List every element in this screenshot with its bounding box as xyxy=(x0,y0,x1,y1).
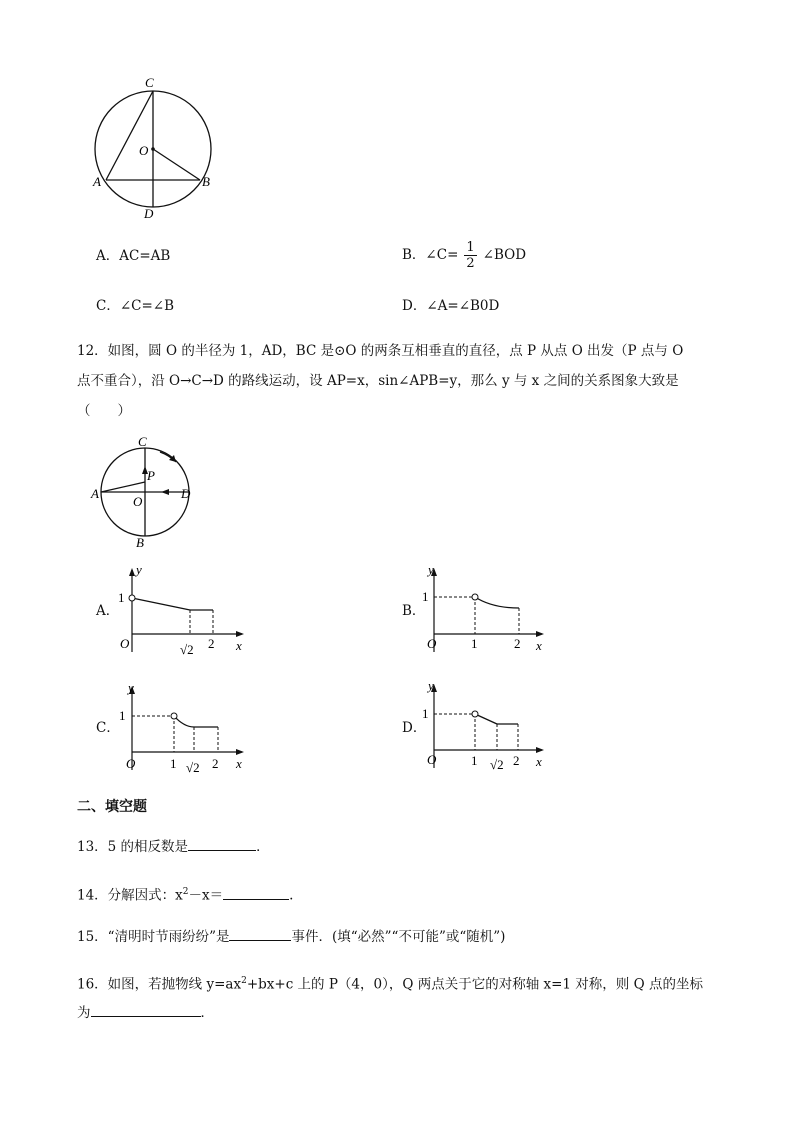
q11-option-c xyxy=(96,296,174,316)
q12-line-2: 点不重合），沿 O→C→D 的路线运动，设 AP=x，sin∠APB=y，那么 y 与 x 之间的关系图象大致是 xyxy=(77,373,679,389)
graph-d-x-arrow-icon xyxy=(536,747,544,753)
q11-option-c-label: C． xyxy=(96,298,120,314)
graph-a-curve xyxy=(132,598,190,610)
q11-label-o: O xyxy=(139,143,149,158)
q12-label-d: D xyxy=(181,486,191,501)
q16-line-1 xyxy=(77,971,703,995)
q14-suffix: . xyxy=(289,887,294,904)
q11-label-c: C xyxy=(145,75,154,90)
graph-b-open-point xyxy=(472,594,478,600)
q12-arrow-left-icon xyxy=(161,489,169,495)
graph-a-x-tick-2: 2 xyxy=(208,636,215,651)
q14-superscript: 2 xyxy=(182,887,189,897)
graph-d-curve xyxy=(475,714,497,724)
q12-graph-b-label: B． xyxy=(402,603,426,619)
q11-chord-ac xyxy=(106,91,153,180)
q12-label-o: O xyxy=(133,494,143,509)
graph-c-x-label: x xyxy=(236,756,242,771)
section-title-fill-in: 二、填空题 xyxy=(77,799,147,815)
q11-option-b-pre: ∠C= xyxy=(425,247,459,263)
q16-line-2 xyxy=(77,1002,214,1023)
graph-a-x-arrow-icon xyxy=(236,631,244,637)
q16-answer-blank[interactable] xyxy=(91,1002,201,1017)
q16-line-2-suffix: ． xyxy=(200,1005,214,1021)
q11-option-a xyxy=(96,246,170,266)
q16-line-1-suffix: +bx+c 上的 P（4，0），Q 两点关于它的对称轴 x=1 对称，则 Q 点的坐标 xyxy=(246,976,703,993)
graph-a-x-label: x xyxy=(236,638,242,653)
q11-option-b-post: ∠BOD xyxy=(482,247,527,263)
q13-answer-blank[interactable] xyxy=(188,836,256,851)
q12-graph-a-label: A． xyxy=(96,603,120,619)
graph-b-curve xyxy=(475,597,519,608)
graph-d-x-tick-3: 2 xyxy=(513,753,520,768)
q12-line-1: 12．如图，圆 O 的半径为 1，AD，BC 是⊙O 的两条互相垂直的直径，点 P 从点 O 出发（P 点与 O xyxy=(77,343,684,359)
graph-c-x-tick-1: 1 xyxy=(170,756,177,771)
q16-line-1-prefix: 16．如图，若抛物线 y=ax xyxy=(77,976,242,993)
q11-label-a: A xyxy=(93,174,101,189)
q12-segment-ap xyxy=(101,482,145,492)
q15-answer-blank[interactable] xyxy=(229,926,291,941)
graph-b-x-arrow-icon xyxy=(536,631,544,637)
q13-prefix: 13．5 的相反数是 xyxy=(77,839,189,855)
q14 xyxy=(77,882,293,906)
q12-label-a: A xyxy=(91,486,99,501)
q14-prefix: 14．分解因式：x xyxy=(77,887,183,904)
graph-d-origin: O xyxy=(427,752,437,767)
q13-suffix: ． xyxy=(256,839,270,855)
q11-option-a-label: A． xyxy=(96,248,120,264)
q11-option-c-text: ∠C=∠B xyxy=(119,298,175,314)
graph-c-open-point xyxy=(171,713,177,719)
graph-c-y-label: y xyxy=(128,680,134,695)
q11-center-dot xyxy=(151,147,155,151)
graph-a-open-point xyxy=(129,595,135,601)
graph-b-y-label: y xyxy=(428,562,434,577)
q12-graph-a xyxy=(112,562,252,662)
q15-suffix: 事件．(填“必然”“不可能”或“随机”) xyxy=(291,929,506,945)
q13 xyxy=(77,836,270,857)
graph-c-x-tick-2: √2 xyxy=(186,760,200,775)
q11-option-b-fraction xyxy=(464,240,476,271)
q11-option-d xyxy=(402,296,499,316)
q11-option-d-label: D． xyxy=(402,298,427,314)
q12-circle-figure xyxy=(88,436,200,548)
q11-option-b xyxy=(402,240,526,271)
graph-b-x-label: x xyxy=(536,638,542,653)
graph-a-y-label: y xyxy=(136,562,142,577)
q15 xyxy=(77,926,505,947)
graph-a-y-arrow-icon xyxy=(129,568,135,576)
graph-d-x-tick-1: 1 xyxy=(471,753,478,768)
q11-option-b-numerator: 1 xyxy=(466,240,475,255)
q12-graph-c-label: C． xyxy=(96,720,120,736)
q12-line-3: （ ） xyxy=(77,403,131,419)
q12-graph-d xyxy=(414,678,554,778)
q11-circle-figure xyxy=(88,72,228,222)
graph-b-x-tick-2: 2 xyxy=(514,636,521,651)
graph-a-origin: O xyxy=(120,636,130,651)
graph-b-y-tick: 1 xyxy=(422,589,429,604)
q14-answer-blank[interactable] xyxy=(223,885,289,900)
q12-label-c: C xyxy=(138,436,147,449)
q12-label-p: P xyxy=(147,468,155,483)
q16-line-2-prefix: 为 xyxy=(77,1005,91,1021)
q11-option-d-text: ∠A=∠B0D xyxy=(426,298,500,314)
graph-c-x-arrow-icon xyxy=(236,749,244,755)
graph-a-y-tick: 1 xyxy=(118,590,125,605)
q12-label-b: B xyxy=(136,535,144,548)
graph-b-origin: O xyxy=(427,636,437,651)
q16-superscript: 2 xyxy=(241,976,247,986)
graph-c-origin: O xyxy=(126,756,136,771)
q11-option-b-denominator: 2 xyxy=(466,256,475,271)
graph-d-x-tick-2: √2 xyxy=(490,757,504,772)
graph-d-x-label: x xyxy=(536,754,542,769)
graph-d-y-tick: 1 xyxy=(422,706,429,721)
graph-d-open-point xyxy=(472,711,478,717)
q12-graph-c xyxy=(112,680,252,780)
q15-prefix: 15．“清明时节雨纷纷”是 xyxy=(77,929,230,945)
q11-radius-ob xyxy=(153,149,200,180)
graph-a-x-tick-1: √2 xyxy=(180,642,194,657)
q11-label-b: B xyxy=(202,174,210,189)
q11-option-a-text: AC=AB xyxy=(119,248,171,264)
graph-d-y-label: y xyxy=(428,678,434,693)
q12-graph-d-label: D． xyxy=(402,720,427,736)
graph-b-x-tick-1: 1 xyxy=(471,636,478,651)
graph-c-y-tick: 1 xyxy=(119,708,126,723)
q14-middle: －x＝ xyxy=(188,887,224,904)
graph-c-x-tick-3: 2 xyxy=(212,756,219,771)
q11-option-b-label: B． xyxy=(402,247,426,263)
q12-graph-b xyxy=(414,562,554,662)
q11-label-d: D xyxy=(144,206,154,221)
